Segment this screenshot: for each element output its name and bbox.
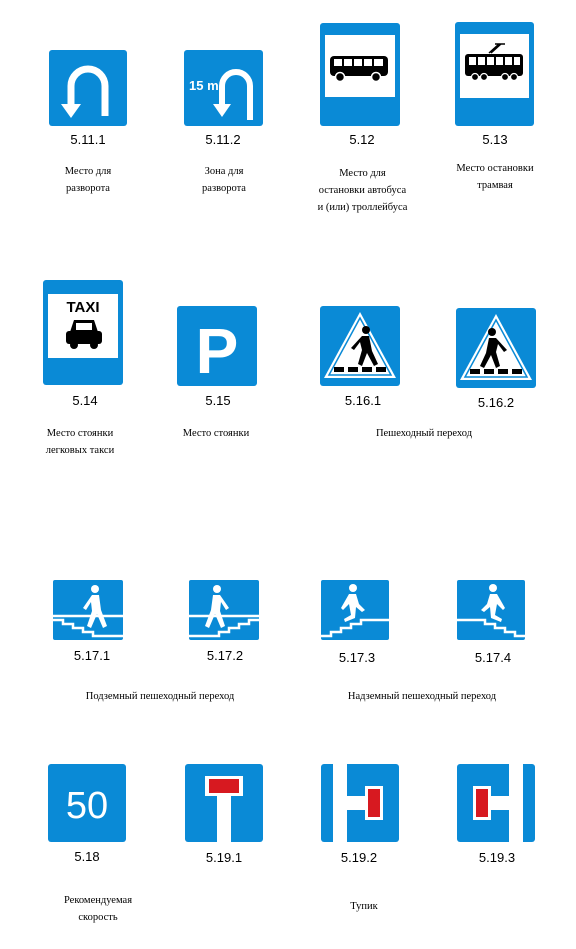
sign-code: 5.11.2: [205, 132, 241, 147]
sign-code: 5.18: [74, 849, 100, 864]
sign-parking: [177, 306, 257, 386]
caption-dead-end: Тупик: [350, 901, 378, 912]
sign-code: 5.14: [72, 393, 98, 408]
caption-u-turn-zone: Зона для разворота: [202, 166, 246, 194]
sign-text: 15 m: [189, 78, 219, 93]
sign-text: P: [195, 315, 239, 386]
sign-overhead-crossing-1: [321, 580, 389, 640]
caption-pedestrian-crossing: Пешеходный переход: [375, 428, 473, 439]
sign-code: 5.17.3: [338, 650, 376, 665]
caption-taxi-parking: Место стоянки легковых такси: [45, 428, 115, 456]
sign-code: 5.16.1: [344, 393, 382, 408]
sign-code: 5.19.1: [205, 850, 243, 865]
sign-code: 5.17.1: [73, 648, 111, 663]
sign-code: 5.19.3: [478, 850, 516, 865]
caption-parking: Место стоянки: [182, 428, 250, 439]
caption-overhead-crossing: Надземный пешеходный переход: [347, 691, 497, 702]
caption-bus-stop: Место для остановки автобуса и (или) троллейбуса: [317, 168, 408, 213]
sign-recommended-speed: [48, 764, 126, 842]
sign-underground-crossing-1: [53, 580, 123, 640]
sign-pedestrian-crossing-right: [320, 306, 400, 386]
sign-code: 5.13: [482, 132, 508, 147]
sign-code: 5.16.2: [477, 395, 515, 410]
sign-text: TAXI: [66, 299, 100, 316]
sign-code: 5.12: [349, 132, 375, 147]
sign-text: 50: [65, 785, 109, 827]
caption-u-turn-place: Место для разворота: [64, 166, 112, 194]
sign-underground-crossing-2: [189, 580, 259, 640]
sign-code: 5.17.4: [474, 650, 512, 665]
sign-dead-end: [185, 764, 263, 842]
sign-code: 5.11.1: [70, 132, 106, 147]
sign-bus-stop: [320, 23, 400, 126]
caption-tram-stop: Место остановки трамвая: [456, 163, 534, 191]
sign-pedestrian-crossing-left: [456, 308, 536, 388]
sign-dead-end-right: [321, 764, 399, 842]
caption-recommended-speed: Рекомендуемая скорость: [63, 895, 133, 923]
sign-code: 5.19.2: [340, 850, 378, 865]
sign-u-turn-zone: [184, 50, 263, 126]
sign-overhead-crossing-2: [457, 580, 525, 640]
caption-underground-crossing: Подземный пешеходный переход: [85, 691, 235, 702]
sign-code: 5.17.2: [206, 648, 244, 663]
sign-taxi-parking: [43, 280, 123, 385]
sign-code: 5.15: [205, 393, 231, 408]
sign-dead-end-left: [457, 764, 535, 842]
sign-tram-stop: [455, 22, 534, 126]
sign-u-turn-place: [49, 50, 127, 126]
